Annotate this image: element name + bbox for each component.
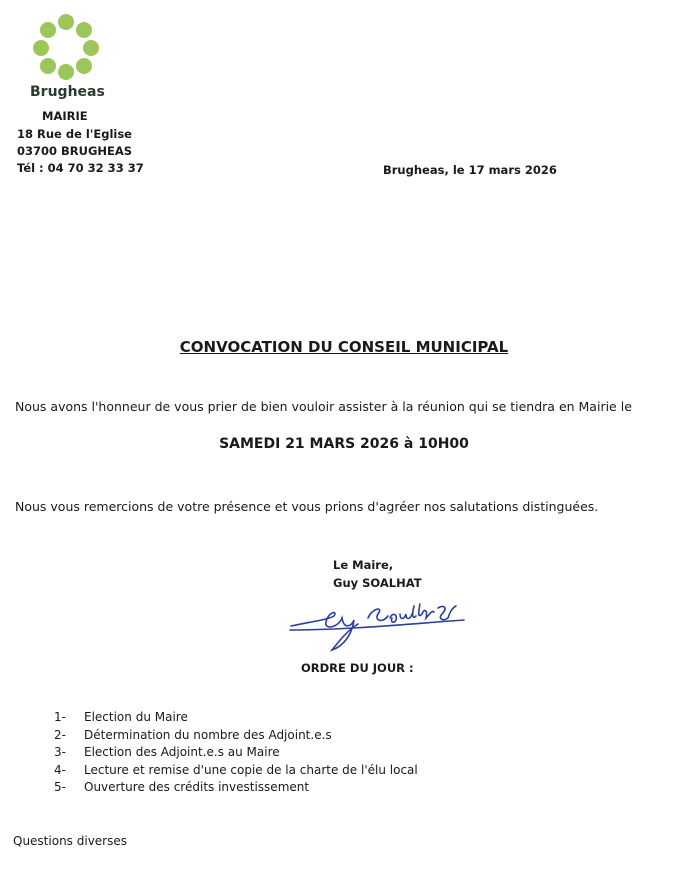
brugheas-logo bbox=[28, 10, 104, 82]
footer-questions: Questions diverses bbox=[13, 834, 127, 848]
agenda-item: 5- Ouverture des crédits investissement bbox=[54, 780, 310, 794]
address-line1: 18 Rue de l'Eglise bbox=[17, 127, 132, 141]
agenda-item: 4- Lecture et remise d'une copie de la charte de l'élu local bbox=[54, 762, 418, 777]
agenda-heading: ORDRE DU JOUR : bbox=[301, 661, 414, 675]
signature-role: Le Maire, bbox=[333, 558, 394, 572]
logo-text: Brugheas bbox=[30, 84, 105, 100]
meeting-date: SAMEDI 21 MARS 2026 à 10H00 bbox=[219, 436, 469, 452]
place-date: Brugheas, le 17 mars 2026 bbox=[383, 163, 557, 177]
agenda-item: 1- Election du Maire bbox=[54, 710, 188, 724]
agenda-list bbox=[54, 710, 418, 798]
agenda-item: 3- Election des Adjoint.e.s au Maire bbox=[54, 745, 280, 759]
address-line2: 03700 BRUGHEAS bbox=[17, 144, 133, 158]
agenda-item: 2- Détermination du nombre des Adjoint.e.s bbox=[54, 727, 332, 742]
org-name: MAIRIE bbox=[42, 109, 88, 123]
document-title: CONVOCATION DU CONSEIL MUNICIPAL bbox=[179, 338, 509, 356]
signature-name: Guy SOALHAT bbox=[333, 576, 422, 590]
intro-paragraph: Nous avons l'honneur de vous prier de bien vouloir assister à la réunion qui se tiendra en Mairie le bbox=[15, 399, 632, 414]
closing-paragraph: Nous vous remercions de votre présence et vous prions d'agréer nos salutations distinguées. bbox=[15, 499, 599, 514]
phone: Tél : 04 70 32 33 37 bbox=[17, 161, 144, 175]
handwritten-signature bbox=[288, 600, 468, 656]
